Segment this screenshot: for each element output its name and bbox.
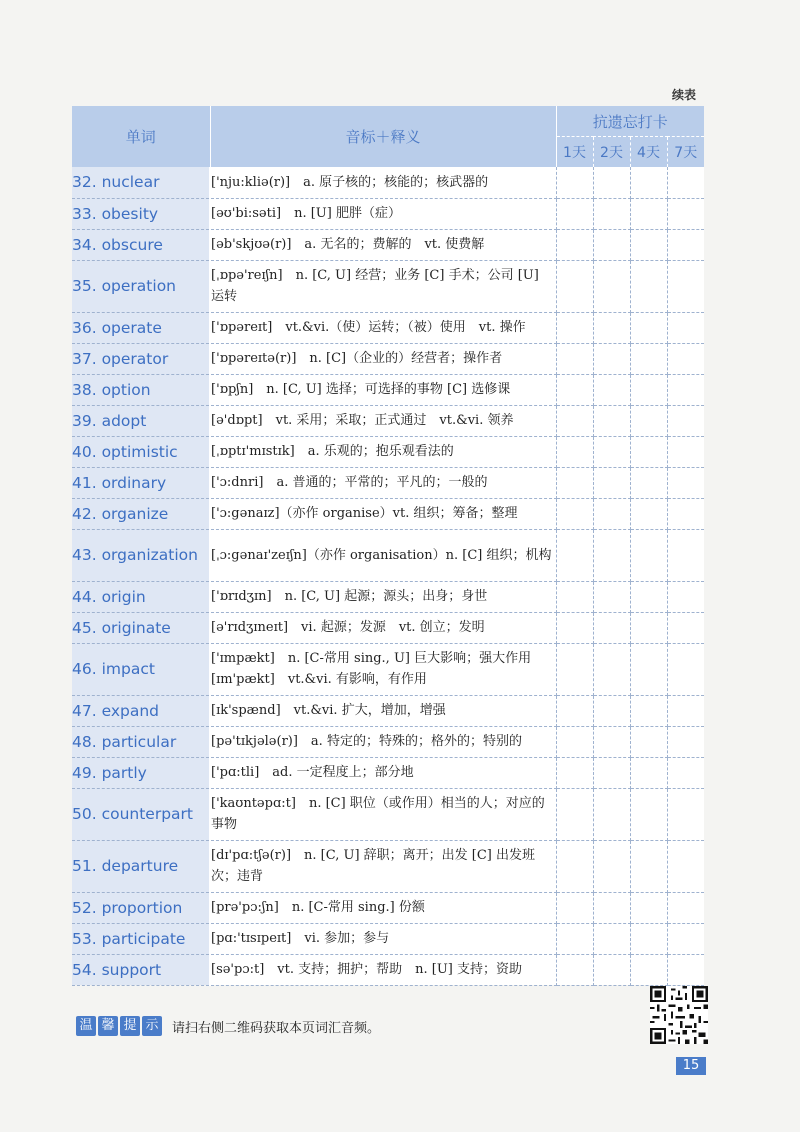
checkin-day-2[interactable] bbox=[593, 643, 630, 695]
table-row bbox=[72, 923, 704, 954]
definition-cell: ['nju:kliə(r)] a. 原子核的；核能的；核武器的 bbox=[210, 167, 556, 198]
table-row bbox=[72, 436, 704, 467]
checkin-day-2[interactable] bbox=[593, 167, 630, 198]
checkin-day-1[interactable] bbox=[556, 405, 593, 436]
word-cell: 35. operation bbox=[72, 260, 210, 312]
checkin-day-7[interactable] bbox=[667, 788, 704, 840]
checkin-day-4[interactable] bbox=[630, 374, 667, 405]
checkin-day-4[interactable] bbox=[630, 405, 667, 436]
definition-cell: [dɪ'pɑ:tʃə(r)] n. [C, U] 辞职；离开；出发 [C] 出发班次；违背 bbox=[210, 840, 556, 892]
word-cell: 50. counterpart bbox=[72, 788, 210, 840]
checkin-day-1[interactable] bbox=[556, 198, 593, 229]
table-row bbox=[72, 312, 704, 343]
word-cell: 34. obscure bbox=[72, 229, 210, 260]
checkin-day-1[interactable] bbox=[556, 343, 593, 374]
word-cell: 48. particular bbox=[72, 726, 210, 757]
checkin-day-7[interactable] bbox=[667, 643, 704, 695]
checkin-day-2[interactable] bbox=[593, 726, 630, 757]
checkin-day-1[interactable] bbox=[556, 529, 593, 581]
checkin-day-1[interactable] bbox=[556, 229, 593, 260]
checkin-day-1[interactable] bbox=[556, 312, 593, 343]
checkin-day-7[interactable] bbox=[667, 498, 704, 529]
checkin-day-2[interactable] bbox=[593, 612, 630, 643]
header-day-4: 4天 bbox=[630, 137, 667, 168]
table-row bbox=[72, 954, 704, 985]
table-row bbox=[72, 198, 704, 229]
table-row bbox=[72, 260, 704, 312]
checkin-day-4[interactable] bbox=[630, 757, 667, 788]
table-row bbox=[72, 695, 704, 726]
checkin-day-7[interactable] bbox=[667, 405, 704, 436]
word-cell: 46. impact bbox=[72, 643, 210, 695]
word-cell: 41. ordinary bbox=[72, 467, 210, 498]
table-row bbox=[72, 167, 704, 198]
checkin-day-4[interactable] bbox=[630, 954, 667, 985]
checkin-day-7[interactable] bbox=[667, 695, 704, 726]
checkin-day-4[interactable] bbox=[630, 695, 667, 726]
checkin-day-1[interactable] bbox=[556, 892, 593, 923]
table-row bbox=[72, 405, 704, 436]
word-cell: 43. organization bbox=[72, 529, 210, 581]
continued-label: 续表 bbox=[671, 88, 696, 102]
definition-cell: [əb'skjʊə(r)] a. 无名的；费解的 vt. 使费解 bbox=[210, 229, 556, 260]
word-cell: 33. obesity bbox=[72, 198, 210, 229]
checkin-day-1[interactable] bbox=[556, 923, 593, 954]
word-cell: 32. nuclear bbox=[72, 167, 210, 198]
checkin-day-1[interactable] bbox=[556, 726, 593, 757]
checkin-day-2[interactable] bbox=[593, 374, 630, 405]
definition-cell: [pɑ:'tɪsɪpeɪt] vi. 参加；参与 bbox=[210, 923, 556, 954]
definition-cell: [ˌɒptɪ'mɪstɪk] a. 乐观的；抱乐观看法的 bbox=[210, 436, 556, 467]
checkin-day-4[interactable] bbox=[630, 923, 667, 954]
definition-cell: ['ɒpəreɪtə(r)] n. [C]（企业的）经营者；操作者 bbox=[210, 343, 556, 374]
checkin-day-1[interactable] bbox=[556, 840, 593, 892]
checkin-day-2[interactable] bbox=[593, 529, 630, 581]
table-row bbox=[72, 788, 704, 840]
table-row bbox=[72, 612, 704, 643]
table-row bbox=[72, 529, 704, 581]
checkin-day-7[interactable] bbox=[667, 312, 704, 343]
checkin-day-2[interactable] bbox=[593, 892, 630, 923]
checkin-day-2[interactable] bbox=[593, 312, 630, 343]
tip-chip: 馨 bbox=[98, 1016, 118, 1036]
table-row bbox=[72, 726, 704, 757]
checkin-day-7[interactable] bbox=[667, 954, 704, 985]
definition-cell: [ə'dɒpt] vt. 采用；采取；正式通过 vt.&vi. 领养 bbox=[210, 405, 556, 436]
checkin-day-4[interactable] bbox=[630, 498, 667, 529]
checkin-day-1[interactable] bbox=[556, 954, 593, 985]
checkin-day-2[interactable] bbox=[593, 498, 630, 529]
definition-cell: ['kaʊntəpɑ:t] n. [C] 职位（或作用）相当的人；对应的事物 bbox=[210, 788, 556, 840]
checkin-day-4[interactable] bbox=[630, 260, 667, 312]
checkin-day-7[interactable] bbox=[667, 581, 704, 612]
vocabulary-table bbox=[72, 106, 704, 986]
checkin-day-7[interactable] bbox=[667, 343, 704, 374]
checkin-day-7[interactable] bbox=[667, 467, 704, 498]
table-row bbox=[72, 643, 704, 695]
checkin-day-1[interactable] bbox=[556, 581, 593, 612]
checkin-day-2[interactable] bbox=[593, 436, 630, 467]
checkin-day-2[interactable] bbox=[593, 695, 630, 726]
word-cell: 36. operate bbox=[72, 312, 210, 343]
definition-cell: [ˌɒpə'reɪʃn] n. [C, U] 经营；业务 [C] 手术；公司 [U] 运转 bbox=[210, 260, 556, 312]
checkin-day-7[interactable] bbox=[667, 167, 704, 198]
checkin-day-7[interactable] bbox=[667, 229, 704, 260]
definition-cell: ['ɪmpækt] n. [C-常用 sing., U] 巨大影响；强大作用 [ɪm'pækt] vt.&vi. 有影响，有作用 bbox=[210, 643, 556, 695]
tip-chip: 提 bbox=[120, 1016, 140, 1036]
word-cell: 49. partly bbox=[72, 757, 210, 788]
checkin-day-1[interactable] bbox=[556, 436, 593, 467]
definition-cell: ['ɔ:dnri] a. 普通的；平常的；平凡的；一般的 bbox=[210, 467, 556, 498]
checkin-day-4[interactable] bbox=[630, 198, 667, 229]
checkin-day-1[interactable] bbox=[556, 260, 593, 312]
definition-cell: [ə'rɪdʒɪneɪt] vi. 起源；发源 vt. 创立；发明 bbox=[210, 612, 556, 643]
checkin-day-1[interactable] bbox=[556, 374, 593, 405]
table-row bbox=[72, 343, 704, 374]
checkin-day-1[interactable] bbox=[556, 612, 593, 643]
word-cell: 52. proportion bbox=[72, 892, 210, 923]
word-cell: 42. organize bbox=[72, 498, 210, 529]
word-cell: 39. adopt bbox=[72, 405, 210, 436]
word-cell: 53. participate bbox=[72, 923, 210, 954]
definition-cell: ['ɒpəreɪt] vt.&vi.（使）运转；（被）使用 vt. 操作 bbox=[210, 312, 556, 343]
checkin-day-7[interactable] bbox=[667, 840, 704, 892]
word-cell: 38. option bbox=[72, 374, 210, 405]
word-cell: 37. operator bbox=[72, 343, 210, 374]
header-definition: 音标＋释义 bbox=[210, 106, 556, 167]
checkin-day-4[interactable] bbox=[630, 612, 667, 643]
checkin-day-4[interactable] bbox=[630, 726, 667, 757]
checkin-day-4[interactable] bbox=[630, 840, 667, 892]
checkin-day-7[interactable] bbox=[667, 260, 704, 312]
checkin-day-4[interactable] bbox=[630, 788, 667, 840]
definition-cell: [ˌɔ:gənaɪ'zeɪʃn]（亦作 organisation）n. [C] 组织；机构 bbox=[210, 529, 556, 581]
header-word: 单词 bbox=[72, 106, 210, 167]
checkin-day-2[interactable] bbox=[593, 954, 630, 985]
checkin-day-1[interactable] bbox=[556, 695, 593, 726]
table-row bbox=[72, 467, 704, 498]
checkin-day-1[interactable] bbox=[556, 167, 593, 198]
checkin-day-4[interactable] bbox=[630, 229, 667, 260]
checkin-day-7[interactable] bbox=[667, 923, 704, 954]
checkin-day-2[interactable] bbox=[593, 840, 630, 892]
header-day-7: 7天 bbox=[667, 137, 704, 168]
checkin-day-7[interactable] bbox=[667, 757, 704, 788]
checkin-day-2[interactable] bbox=[593, 757, 630, 788]
checkin-day-2[interactable] bbox=[593, 581, 630, 612]
checkin-day-2[interactable] bbox=[593, 229, 630, 260]
qr-code-icon[interactable] bbox=[650, 986, 708, 1044]
table-row bbox=[72, 374, 704, 405]
checkin-day-4[interactable] bbox=[630, 643, 667, 695]
checkin-day-7[interactable] bbox=[667, 374, 704, 405]
table-row bbox=[72, 840, 704, 892]
word-cell: 44. origin bbox=[72, 581, 210, 612]
table-row bbox=[72, 229, 704, 260]
checkin-day-1[interactable] bbox=[556, 467, 593, 498]
checkin-day-2[interactable] bbox=[593, 198, 630, 229]
definition-cell: ['pɑ:tli] ad. 一定程度上；部分地 bbox=[210, 757, 556, 788]
tip-banner bbox=[76, 1016, 380, 1036]
checkin-day-7[interactable] bbox=[667, 198, 704, 229]
tip-chip: 示 bbox=[142, 1016, 162, 1036]
checkin-day-2[interactable] bbox=[593, 467, 630, 498]
checkin-day-1[interactable] bbox=[556, 498, 593, 529]
checkin-day-1[interactable] bbox=[556, 757, 593, 788]
table-row bbox=[72, 757, 704, 788]
table-row bbox=[72, 892, 704, 923]
word-cell: 45. originate bbox=[72, 612, 210, 643]
checkin-day-4[interactable] bbox=[630, 312, 667, 343]
word-cell: 40. optimistic bbox=[72, 436, 210, 467]
table-row bbox=[72, 498, 704, 529]
definition-cell: ['ɔ:gənaɪz]（亦作 organise）vt. 组织；筹备；整理 bbox=[210, 498, 556, 529]
header-day-2: 2天 bbox=[593, 137, 630, 168]
definition-cell: ['ɒpʃn] n. [C, U] 选择；可选择的事物 [C] 选修课 bbox=[210, 374, 556, 405]
checkin-day-4[interactable] bbox=[630, 167, 667, 198]
word-cell: 54. support bbox=[72, 954, 210, 985]
definition-cell: [pə'tɪkjələ(r)] a. 特定的；特殊的；格外的；特别的 bbox=[210, 726, 556, 757]
checkin-day-4[interactable] bbox=[630, 436, 667, 467]
checkin-day-1[interactable] bbox=[556, 643, 593, 695]
checkin-day-4[interactable] bbox=[630, 529, 667, 581]
definition-cell: ['ɒrɪdʒɪn] n. [C, U] 起源；源头；出身；身世 bbox=[210, 581, 556, 612]
checkin-day-4[interactable] bbox=[630, 581, 667, 612]
tip-text: 请扫右侧二维码获取本页词汇音频。 bbox=[172, 1020, 381, 1036]
checkin-day-2[interactable] bbox=[593, 343, 630, 374]
page-number: 15 bbox=[676, 1057, 706, 1075]
tip-chip: 温 bbox=[76, 1016, 96, 1036]
checkin-day-2[interactable] bbox=[593, 923, 630, 954]
checkin-day-4[interactable] bbox=[630, 467, 667, 498]
checkin-day-7[interactable] bbox=[667, 726, 704, 757]
header-checkin: 抗遗忘打卡 bbox=[556, 106, 704, 137]
checkin-day-7[interactable] bbox=[667, 892, 704, 923]
checkin-day-1[interactable] bbox=[556, 788, 593, 840]
table-row bbox=[72, 581, 704, 612]
word-cell: 47. expand bbox=[72, 695, 210, 726]
definition-cell: [əʊ'bi:səti] n. [U] 肥胖（症） bbox=[210, 198, 556, 229]
checkin-day-4[interactable] bbox=[630, 892, 667, 923]
word-cell: 51. departure bbox=[72, 840, 210, 892]
definition-cell: [sə'pɔ:t] vt. 支持；拥护；帮助 n. [U] 支持；资助 bbox=[210, 954, 556, 985]
checkin-day-2[interactable] bbox=[593, 788, 630, 840]
definition-cell: [ɪk'spænd] vt.&vi. 扩大，增加，增强 bbox=[210, 695, 556, 726]
checkin-day-2[interactable] bbox=[593, 405, 630, 436]
checkin-day-7[interactable] bbox=[667, 436, 704, 467]
definition-cell: [prə'pɔ:ʃn] n. [C-常用 sing.] 份额 bbox=[210, 892, 556, 923]
checkin-day-7[interactable] bbox=[667, 612, 704, 643]
header-day-1: 1天 bbox=[556, 137, 593, 168]
checkin-day-7[interactable] bbox=[667, 529, 704, 581]
checkin-day-2[interactable] bbox=[593, 260, 630, 312]
checkin-day-4[interactable] bbox=[630, 343, 667, 374]
